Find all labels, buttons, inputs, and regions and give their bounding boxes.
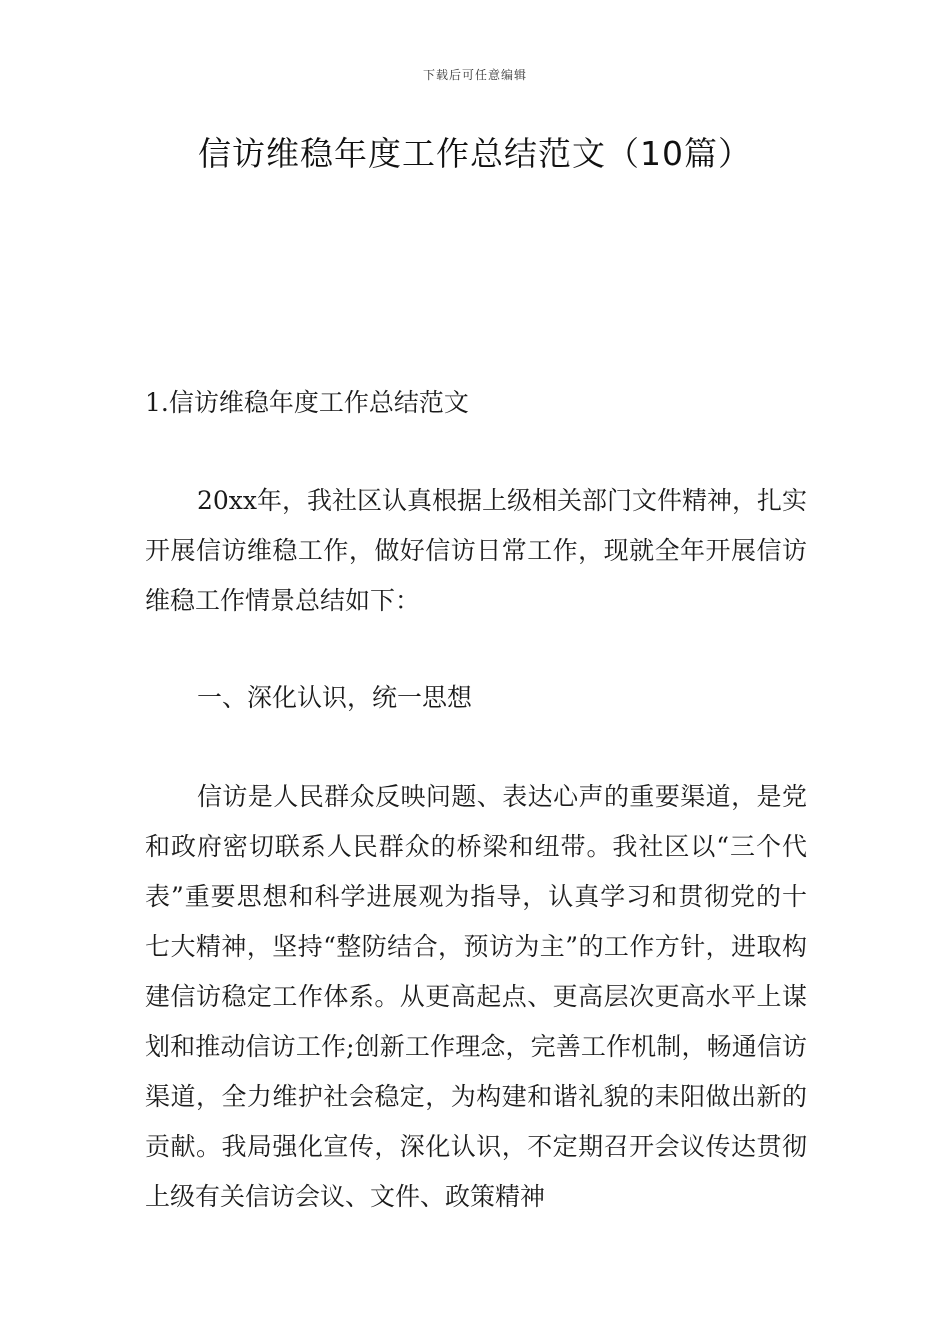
- paragraph-body: 信访是人民群众反映问题、表达心声的重要渠道，是党和政府密切联系人民群众的桥梁和纽带。我社区以“三个代表”重要思想和科学进展观为指导，认真学习和贯彻党的十七大精神，坚持“整防结合，预访为主”的工作方针，进取构建信访稳定工作体系。从更高起点、更高层次更高水平上谋划和推动信访工作;创新工作理念，完善工作机制，畅通信访渠道，全力维护社会稳定，为构建和谐礼貌的耒阳做出新的贡献。我局强化宣传，深化认识，不定期召开会议传达贯彻上级有关信访会议、文件、政策精神: [145, 782, 807, 1211]
- document-title: 信访维稳年度工作总结范文（10篇）: [198, 134, 752, 173]
- sub-heading: 一、深化认识，统一思想: [197, 683, 473, 712]
- paragraph-intro: 20xx年，我社区认真根据上级相关部门文件精神，扎实开展信访维稳工作，做好信访日常工作，现就全年开展信访维稳工作情景总结如下：: [145, 486, 808, 615]
- header-note: 下载后可任意编辑: [422, 68, 527, 82]
- section-heading: 1.信访维稳年度工作总结范文: [145, 388, 469, 417]
